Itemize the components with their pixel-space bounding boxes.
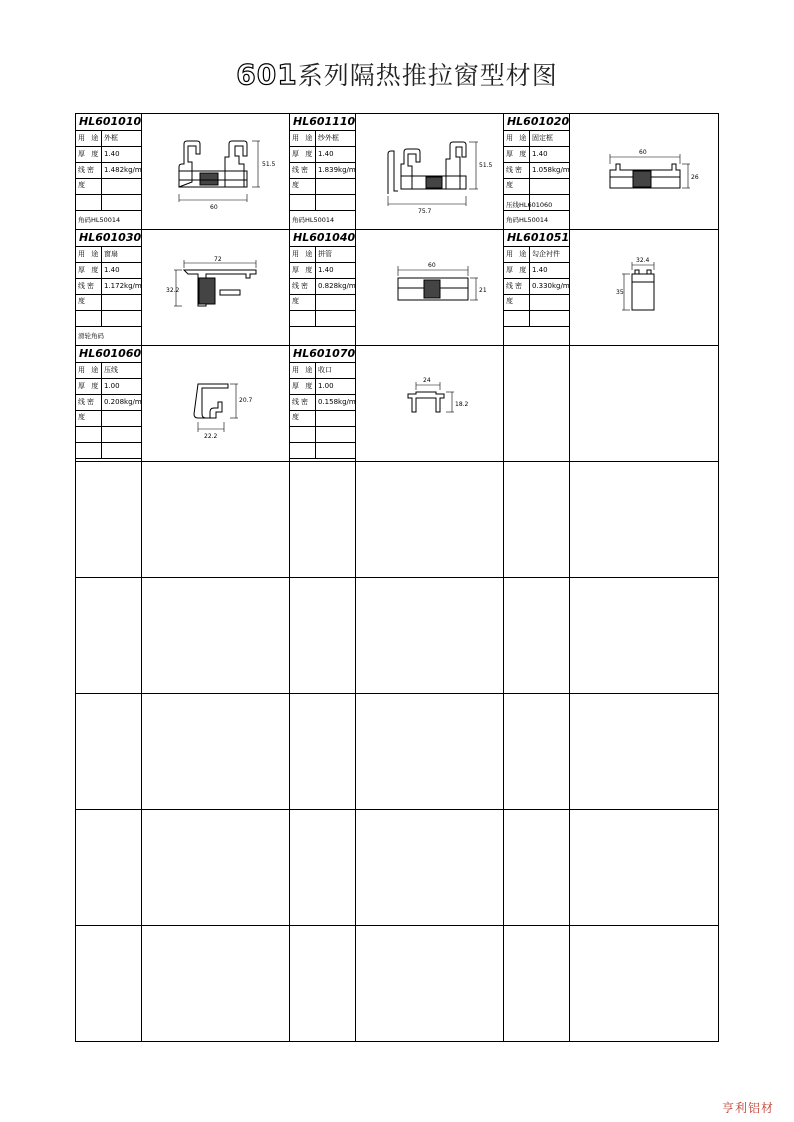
dim-width: 75.7 [418, 208, 432, 215]
profile-note: 角码HL50014 [78, 216, 121, 224]
profile-drawing-cell [356, 230, 504, 346]
profile-note: 角码HL50014 [291, 216, 335, 224]
table-row [76, 578, 719, 694]
profile-info-cell [289, 346, 355, 462]
weight-value: 1.839kg/m [317, 166, 356, 174]
profile-drawing-cell [142, 230, 290, 346]
dim-width: 22.2 [204, 433, 218, 440]
thickness-label: 厚 度 [290, 379, 316, 394]
thickness-value: 1.40 [317, 266, 334, 274]
use-value: 勾企衬件 [531, 250, 560, 258]
table-row [76, 462, 719, 578]
use-label: 用 途 [290, 131, 316, 146]
profile-code: HL601060 [79, 347, 142, 360]
profile-note: 滑轮角码 [78, 332, 104, 340]
use-label: 用 途 [290, 363, 316, 378]
use-value: 收口 [317, 366, 332, 374]
weight-value: 1.172kg/m [104, 282, 142, 290]
thickness-value: 1.40 [317, 150, 334, 158]
weight-value: 0.158kg/m [317, 398, 356, 406]
dim-height: 32.2 [166, 287, 180, 294]
profile-drawing [142, 346, 289, 461]
profile-table [75, 113, 719, 1042]
thickness-label: 厚 度 [504, 263, 530, 278]
profile-drawing [356, 114, 503, 229]
watermark-logo: 亨利铝材 [721, 1101, 774, 1115]
thickness-value: 1.00 [317, 382, 334, 390]
profile-info-cell [289, 230, 355, 346]
use-value: 外框 [104, 134, 118, 142]
table-row [76, 230, 719, 346]
empty-cell [570, 346, 719, 462]
use-value: 纱外框 [317, 134, 339, 142]
table-row [76, 114, 719, 230]
weight-label: 线密度 [76, 279, 102, 294]
weight-label: 线密度 [290, 279, 316, 294]
thickness-value: 1.40 [531, 266, 548, 274]
dim-height: 20.7 [239, 397, 253, 404]
profile-drawing [356, 230, 503, 345]
thickness-value: 1.40 [104, 266, 120, 274]
use-label: 用 途 [504, 131, 530, 146]
profile-info-cell [76, 346, 142, 462]
thickness-value: 1.40 [104, 150, 120, 158]
profile-info-cell [76, 230, 142, 346]
dim-width: 60 [428, 262, 436, 269]
dim-height: 18.2 [455, 401, 469, 408]
dim-width: 72 [214, 256, 222, 263]
weight-value: 1.482kg/m [104, 166, 142, 174]
profile-drawing-cell [570, 114, 719, 230]
thickness-label: 厚 度 [76, 379, 102, 394]
profile-drawing-cell [570, 230, 719, 346]
use-label: 用 途 [504, 247, 530, 262]
weight-label: 线密度 [76, 163, 102, 178]
thickness-label: 厚 度 [290, 263, 316, 278]
dim-height: 51.5 [479, 162, 493, 169]
use-value: 压线 [104, 366, 118, 374]
use-label: 用 途 [76, 247, 102, 262]
weight-label: 线密度 [504, 163, 530, 178]
weight-label: 线密度 [76, 395, 102, 410]
table-row [76, 810, 719, 926]
profile-code: HL601020 [506, 115, 570, 128]
profile-code: HL601070 [292, 347, 356, 360]
use-label: 用 途 [76, 363, 102, 378]
profile-drawing-cell [356, 346, 504, 462]
weight-value: 0.828kg/m [317, 282, 356, 290]
dim-height: 35 [616, 289, 624, 296]
thickness-value: 1.00 [104, 382, 120, 390]
page-title [0, 56, 794, 92]
dim-width: 32.4 [636, 257, 650, 264]
thickness-value: 1.40 [531, 150, 548, 158]
profile-code: HL601040 [292, 231, 356, 244]
profile-drawing [570, 230, 718, 345]
use-value: 窗扇 [104, 250, 118, 258]
profile-note-2: 压线HL601060 [505, 201, 553, 209]
dim-height: 21 [479, 287, 487, 294]
dim-width: 60 [210, 204, 218, 211]
dim-height: 26 [691, 174, 699, 181]
profile-drawing [356, 346, 503, 461]
profile-drawing-cell [356, 114, 504, 230]
profile-code: HL601030 [79, 231, 142, 244]
thickness-label: 厚 度 [290, 147, 316, 162]
weight-value: 0.208kg/m [104, 398, 142, 406]
thickness-label: 厚 度 [76, 263, 102, 278]
profile-drawing-cell [142, 114, 290, 230]
use-value: 固定框 [531, 134, 553, 142]
profile-info-cell [289, 114, 355, 230]
profile-info-cell [503, 230, 569, 346]
profile-drawing [570, 114, 718, 229]
dim-width: 60 [639, 149, 647, 156]
thickness-label: 厚 度 [76, 147, 102, 162]
weight-value: 1.058kg/m [531, 166, 570, 174]
table-row [76, 346, 719, 462]
thickness-label: 厚 度 [504, 147, 530, 162]
weight-label: 线密度 [290, 395, 316, 410]
table-row [76, 694, 719, 810]
profile-code: HL601110 [292, 115, 356, 128]
table-row [76, 926, 719, 1042]
title-number: 601 [236, 58, 298, 91]
use-label: 用 途 [290, 247, 316, 262]
profile-drawing [142, 230, 289, 345]
dim-height: 51.5 [262, 161, 276, 168]
profile-info-cell [503, 114, 569, 230]
profile-code: HL601010 [79, 115, 142, 128]
empty-cell [503, 346, 569, 462]
use-label: 用 途 [76, 131, 102, 146]
weight-label: 线密度 [290, 163, 316, 178]
dim-width: 24 [423, 377, 431, 384]
weight-label: 线密度 [504, 279, 530, 294]
profile-drawing-cell [142, 346, 290, 462]
weight-value: 0.330kg/m [531, 282, 570, 290]
title-text: 系列隔热推拉窗型材图 [297, 61, 558, 90]
profile-drawing [142, 114, 289, 229]
profile-info-cell [76, 114, 142, 230]
profile-note: 角码HL50014 [505, 216, 549, 224]
use-value: 拼管 [317, 250, 332, 258]
profile-code: HL601051 [506, 231, 570, 244]
